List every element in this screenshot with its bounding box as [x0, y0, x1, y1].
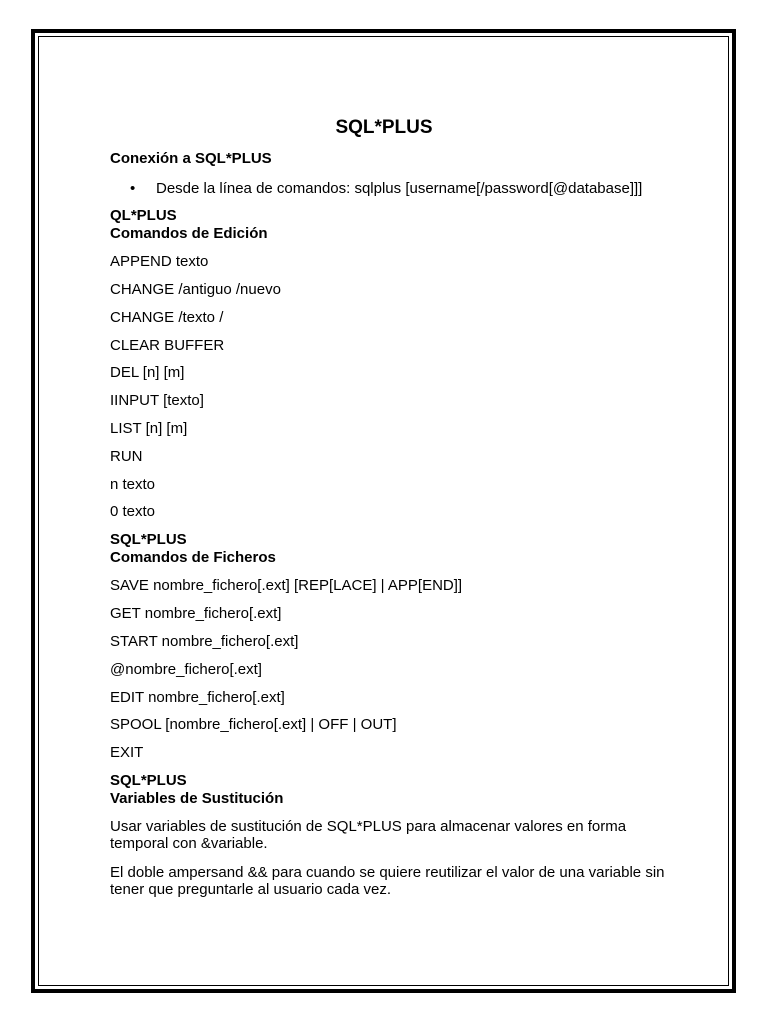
- edit-command: APPEND texto: [110, 253, 209, 270]
- bullet-icon: •: [130, 180, 136, 197]
- edit-heading: Comandos de Edición: [110, 225, 268, 242]
- file-command: GET nombre_fichero[.ext]: [110, 605, 282, 622]
- variables-paragraph: Usar variables de sustitución de SQL*PLUS para almacenar valores en forma temporal con &variable.: [110, 818, 627, 852]
- variables-section-label: SQL*PLUS: [110, 772, 187, 789]
- edit-command: CLEAR BUFFER: [110, 337, 225, 354]
- file-command: SAVE nombre_fichero[.ext] [REP[LACE] | APP[END]]: [110, 577, 463, 594]
- file-command: @nombre_fichero[.ext]: [110, 661, 262, 678]
- connection-bullet: [130, 180, 642, 197]
- file-command: SPOOL [nombre_fichero[.ext] | OFF | OUT]: [110, 716, 397, 733]
- document-title: SQL*PLUS: [335, 117, 433, 138]
- edit-command: 0 texto: [110, 503, 156, 520]
- edit-command: RUN: [110, 448, 143, 465]
- edit-section-label: QL*PLUS: [110, 207, 177, 224]
- edit-command: LIST [n] [m]: [110, 420, 188, 437]
- connection-heading: Conexión a SQL*PLUS: [110, 150, 272, 167]
- file-command: START nombre_fichero[.ext]: [110, 633, 299, 650]
- file-command: EDIT nombre_fichero[.ext]: [110, 689, 285, 706]
- edit-command: CHANGE /texto /: [110, 309, 224, 326]
- edit-command: IINPUT [texto]: [110, 392, 204, 409]
- file-command: EXIT: [110, 744, 144, 761]
- connection-bullet-text: Desde la línea de comandos: sqlplus [username[/password[@database]]]: [156, 180, 643, 197]
- variables-paragraph: El doble ampersand && para cuando se quiere reutilizar el valor de una variable sin tener que preguntarle al usuario cada vez.: [110, 864, 665, 898]
- variables-heading: Variables de Sustitución: [110, 790, 284, 807]
- edit-command: CHANGE /antiguo /nuevo: [110, 281, 281, 298]
- edit-command: DEL [n] [m]: [110, 364, 185, 381]
- files-section-label: SQL*PLUS: [110, 531, 187, 548]
- files-heading: Comandos de Ficheros: [110, 549, 276, 566]
- edit-command: n texto: [110, 476, 156, 493]
